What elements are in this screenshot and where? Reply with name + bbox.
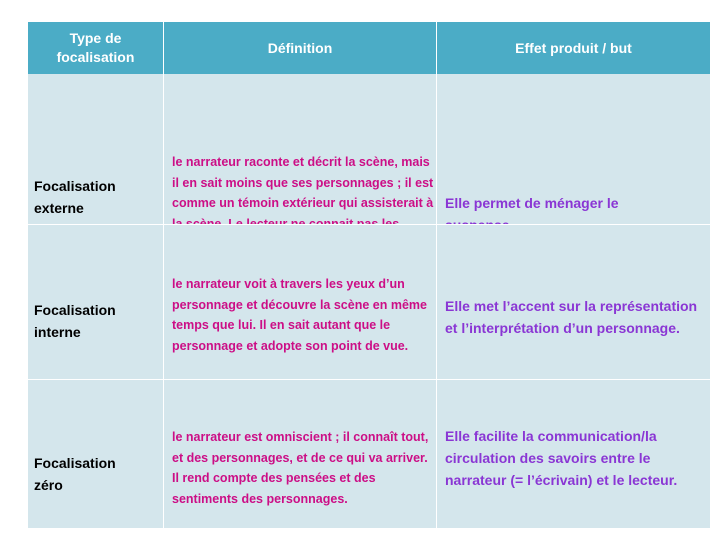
row-zero-effect: Elle facilite la communication/la circulation des savoirs entre le narrateur (= l’écrivain) et le lecteur. [445,428,678,488]
row-interne-effect: Elle met l’accent sur la représentation et l’interprétation d’un personnage. [445,298,698,336]
row-externe-effect-cell [437,74,710,224]
row-zero-type-cell [28,379,163,528]
row-externe-type-cell [28,74,163,224]
row-externe-effect: Elle permet de ménager le [445,195,619,211]
row-zero-definition: le narrateur est omniscient ; il connaît tout, et des personnages, et de ce qui va arriver. Il rend compte des pensées et des sentiments des personnages. [172,430,429,506]
row-interne-type-cell [28,224,163,379]
header-cell-definition [164,22,436,74]
row-zero-effect-cell [437,379,710,528]
header-definition-label: Définition [267,39,333,56]
row-externe-definition: le narrateur raconte et décrit la scène, mais il en sait moins que ses personnages ; il est comme un témoin extérieur qui assisterait à [172,155,434,210]
row-interne-definition: le narrateur voit à travers les yeux d’un personnage et découvre la scène en même temps que lui. Il en sait autant que le personnage et adopte son point de vue. [172,277,427,353]
focalisation-table [28,22,710,528]
header-cell-type [28,22,163,74]
row-zero-type: Focalisation zéro [34,455,116,493]
row-zero-definition-cell [164,379,436,528]
row-interne-effect-cell [437,224,710,379]
header-effect-label: Effet produit / but [515,39,632,56]
row-externe-type: Focalisation externe [34,178,116,216]
row-externe-definition-cell [164,74,436,224]
header-cell-effect [437,22,710,74]
row-interne-definition-cell [164,224,436,379]
header-type-label: Type de focalisation [56,30,135,65]
row-interne-type: Focalisation interne [34,302,116,340]
